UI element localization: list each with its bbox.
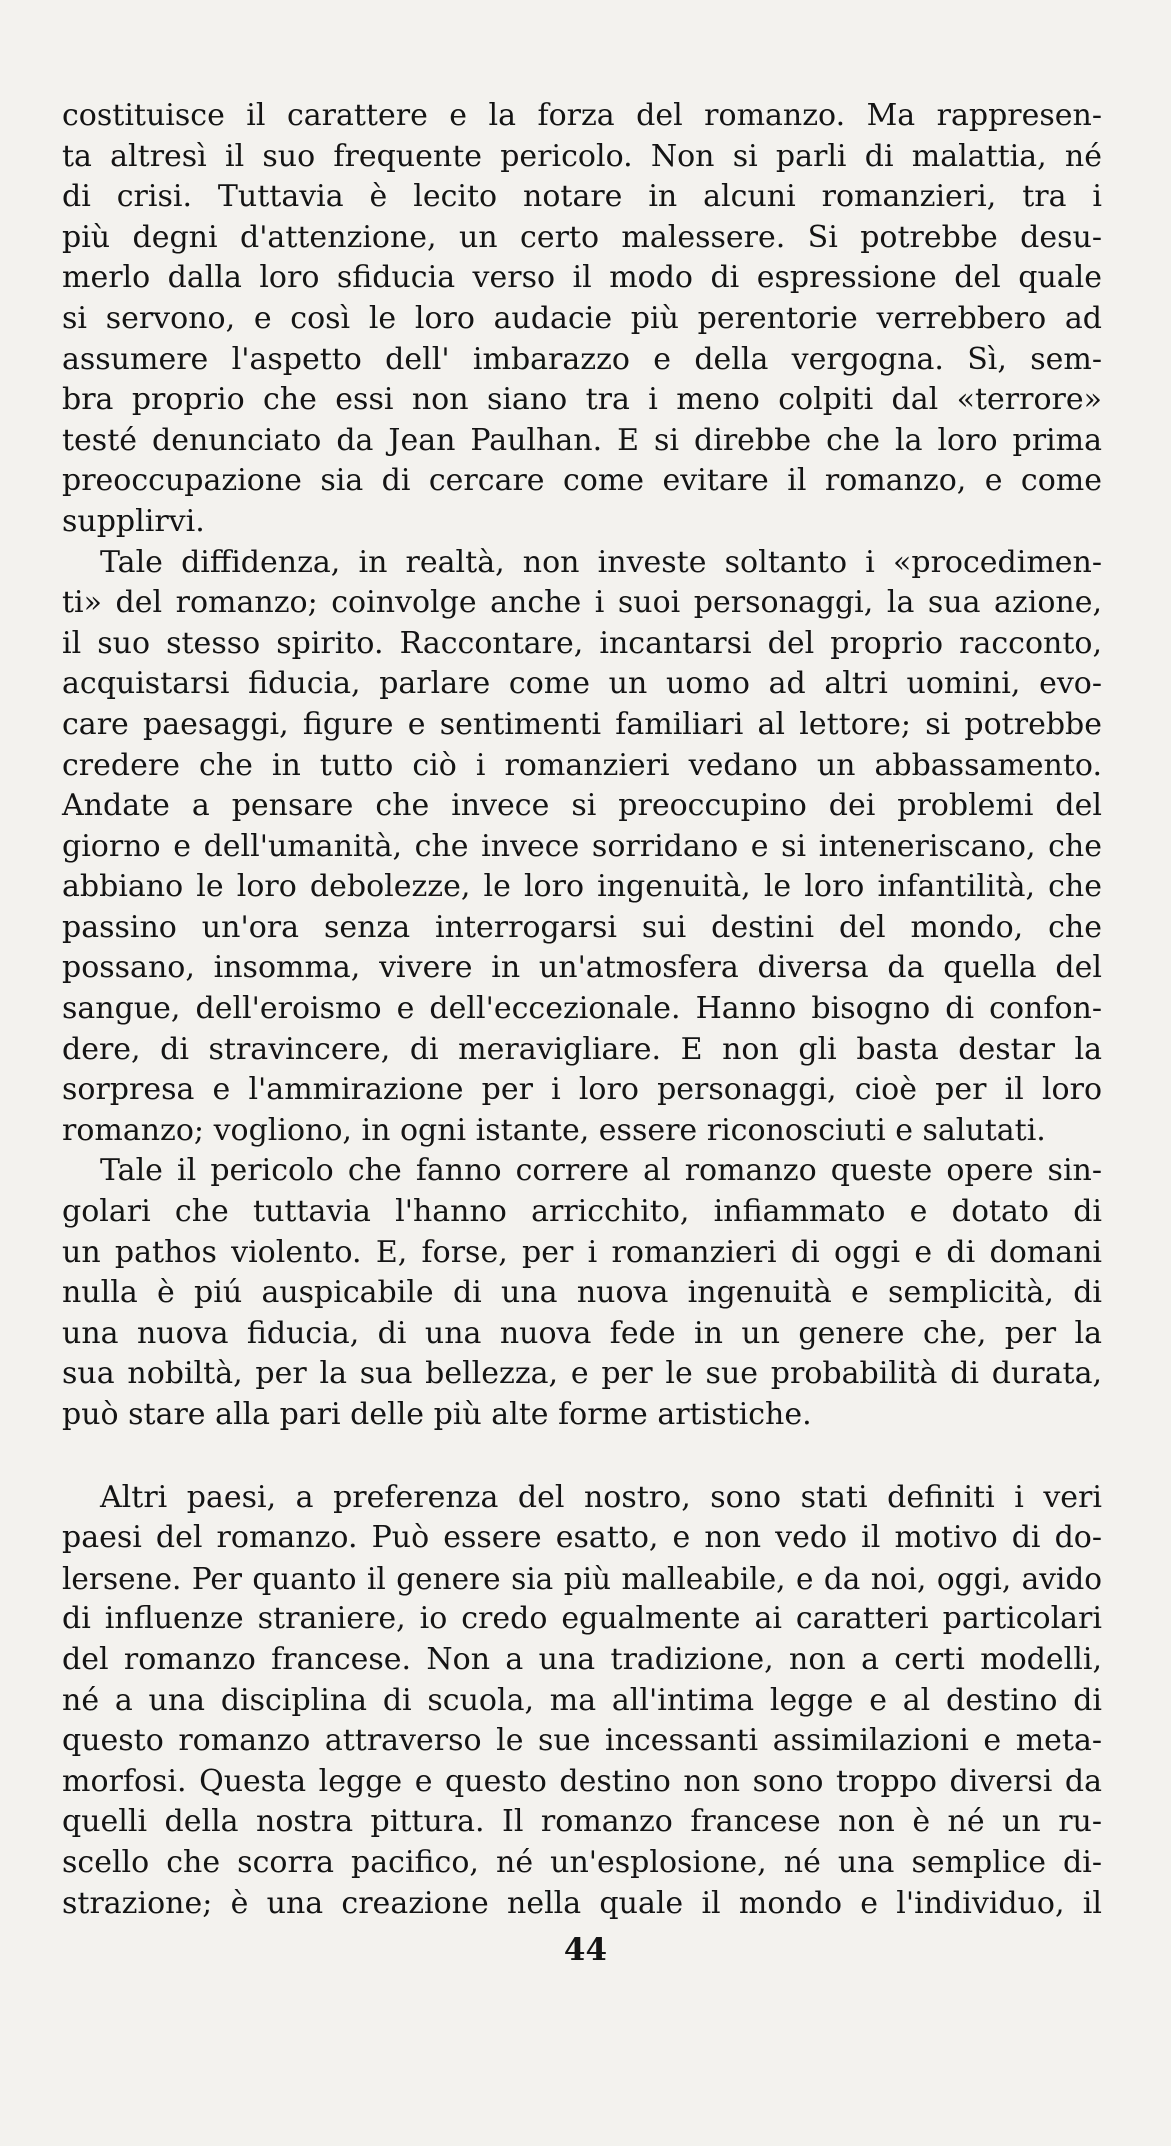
text-line: il suo stesso spirito. Raccontare, incantarsi del proprio racconto, xyxy=(62,625,1102,661)
text-line: può stare alla pari delle più alte forme artistiche. xyxy=(62,1397,812,1432)
paragraph xyxy=(62,1151,1102,1435)
text-line: sua nobiltà, per la sua bellezza, e per le sue probabilità di durata, xyxy=(62,1356,1102,1392)
text-line: care paesaggi, figure e sentimenti familiari al lettore; si potrebbe xyxy=(62,706,1102,742)
text-line: assumere l'aspetto dell' imbarazzo e della vergogna. Sì, sem- xyxy=(62,341,1102,377)
text-line: credere che in tutto ciò i romanzieri vedano un abbassamento. xyxy=(62,747,1102,783)
text-line: passino un'ora senza interrogarsi sui destini del mondo, che xyxy=(62,909,1102,945)
text-line: scello che scorra pacifico, né un'esplosione, né una semplice di- xyxy=(62,1844,1102,1880)
text-line: paesi del romanzo. Può essere esatto, e non vedo il motivo di do- xyxy=(62,1520,1102,1556)
text-line: strazione; è una creazione nella quale il mondo e l'individuo, il xyxy=(62,1885,1102,1921)
text-line: quelli della nostra pittura. Il romanzo francese non è né un ru- xyxy=(62,1804,1102,1840)
text-line: nulla è piú auspicabile di una nuova ingenuità e semplicità, di xyxy=(62,1275,1102,1311)
text-line: questo romanzo attraverso le sue incessanti assimilazioni e meta- xyxy=(62,1723,1102,1759)
text-line: bra proprio che essi non siano tra i meno colpiti dal «terrore» xyxy=(62,382,1102,418)
text-line: sangue, dell'eroismo e dell'eccezionale. Hanno bisogno di confon- xyxy=(62,991,1102,1027)
text-line: preoccupazione sia di cercare come evitare il romanzo, e come xyxy=(62,463,1102,499)
text-line: testé denunciato da Jean Paulhan. E si direbbe che la loro prima xyxy=(62,422,1102,458)
text-line: lersene. Per quanto il genere sia più malleabile, e da noi, oggi, avido xyxy=(62,1561,1102,1596)
text-line: del romanzo francese. Non a una tradizione, non a certi modelli, xyxy=(62,1641,1102,1677)
paragraph xyxy=(62,96,1102,543)
text-line: supplirvi. xyxy=(62,503,205,539)
text-line: romanzo; vogliono, in ogni istante, essere riconosciuti e salutati. xyxy=(62,1112,1046,1148)
text-line: un pathos violento. E, forse, per i romanzieri di oggi e di domani xyxy=(62,1234,1102,1270)
page-number: 44 xyxy=(563,1932,608,1968)
body-text xyxy=(62,96,1102,1924)
text-line: si servono, e così le loro audacie più perentorie verrebbero ad xyxy=(62,300,1102,336)
text-line: golari che tuttavia l'hanno arricchito, infiammato e dotato di xyxy=(62,1194,1102,1230)
text-line: sorpresa e l'ammirazione per i loro personaggi, cioè per il loro xyxy=(62,1072,1102,1108)
text-line: Andate a pensare che invece si preoccupino dei problemi del xyxy=(62,788,1102,824)
text-line: dere, di stravincere, di meravigliare. E non gli basta destar la xyxy=(62,1031,1102,1067)
text-line: ta altresì il suo frequente pericolo. Non si parli di malattia, né xyxy=(62,138,1102,174)
text-line: giorno e dell'umanità, che invece sorridano e si inteneriscano, che xyxy=(62,828,1102,864)
text-line: di influenze straniere, io credo egualmente ai caratteri particolari xyxy=(62,1601,1102,1637)
text-line: Tale il pericolo che fanno correre al romanzo queste opere sin- xyxy=(100,1153,1102,1189)
paragraph-gap xyxy=(62,1436,1102,1478)
paragraph xyxy=(62,1478,1102,1925)
text-line: ti» del romanzo; coinvolge anche i suoi personaggi, la sua azione, xyxy=(62,585,1102,621)
text-line: una nuova fiducia, di una nuova fede in un genere che, per la xyxy=(62,1315,1102,1351)
text-line: morfosi. Questa legge e questo destino non sono troppo diversi da xyxy=(62,1763,1102,1799)
text-line: costituisce il carattere e la forza del romanzo. Ma rappresen- xyxy=(62,98,1102,133)
text-line: più degni d'attenzione, un certo malessere. Si potrebbe desu- xyxy=(62,219,1102,255)
text-line: abbiano le loro debolezze, le loro ingenuità, le loro infantilità, che xyxy=(62,869,1102,905)
text-line: Tale diffidenza, in realtà, non investe soltanto i «procedimen- xyxy=(100,544,1102,580)
paragraph xyxy=(62,543,1102,1152)
text-line: Altri paesi, a preferenza del nostro, sono stati definiti i veri xyxy=(100,1479,1102,1515)
text-line: acquistarsi fiducia, parlare come un uomo ad altri uomini, evo- xyxy=(62,666,1102,702)
text-line: né a una disciplina di scuola, ma all'intima legge e al destino di xyxy=(62,1682,1102,1718)
text-line: di crisi. Tuttavia è lecito notare in alcuni romanzieri, tra i xyxy=(62,179,1102,215)
text-line: merlo dalla loro sfiducia verso il modo di espressione del quale xyxy=(62,260,1102,296)
text-line: possano, insomma, vivere in un'atmosfera diversa da quella del xyxy=(62,950,1102,986)
